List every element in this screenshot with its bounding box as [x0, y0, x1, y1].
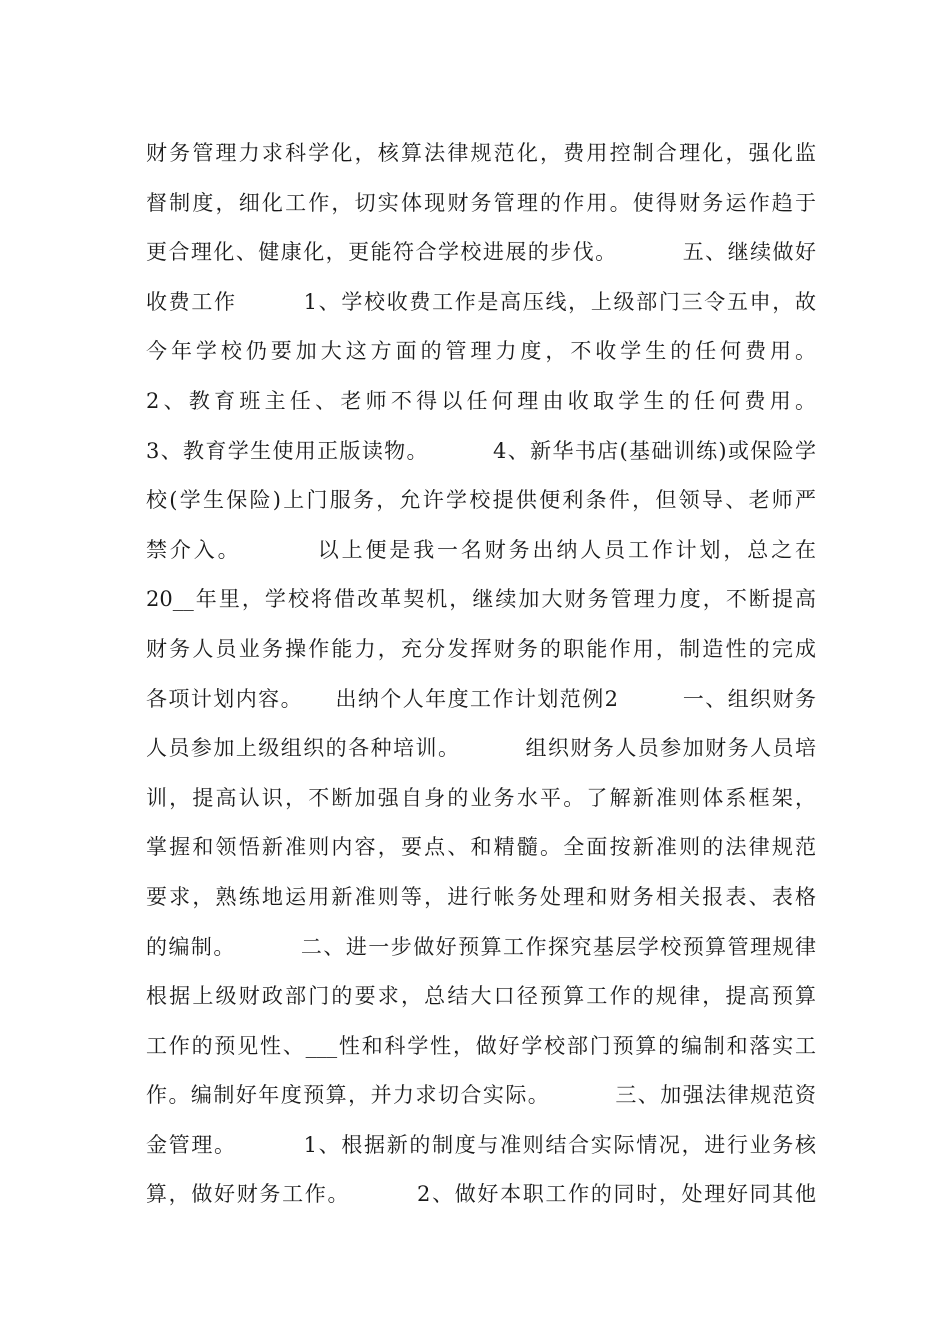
text-line: 督制度，细化工作，切实体现财务管理的作用。使得财务运作趋于: [146, 190, 816, 215]
text-line: 校(学生保险)上门服务，允许学校提供便利条件，但领导、老师严: [146, 488, 816, 513]
text-line: 训，提高认识，不断加强自身的业务水平。了解新准则体系框架，: [146, 785, 816, 810]
text-line: 3、教育学生使用正版读物。 4、新华书店(基础训练)或保险学: [146, 438, 816, 463]
text-line: 根据上级财政部门的要求，总结大口径预算工作的规律，提高预算: [146, 984, 816, 1009]
text-line: 金管理。 1、根据新的制度与准则结合实际情况，进行业务核: [146, 1132, 816, 1157]
text-line: 人员参加上级组织的各种培训。 组织财务人员参加财务人员培: [146, 736, 816, 761]
text-line: 算，做好财务工作。 2、做好本职工作的同时，处理好同其他: [146, 1182, 816, 1207]
text-line: 财务人员业务操作能力，充分发挥财务的职能作用，制造性的完成: [146, 636, 816, 661]
text-line: 要求，熟练地运用新准则等，进行帐务处理和财务相关报表、表格: [146, 884, 816, 909]
text-line: 收费工作 1、学校收费工作是高压线，上级部门三令五申，故: [146, 289, 816, 314]
text-line: 更合理化、健康化，更能符合学校进展的步伐。 五、继续做好: [146, 240, 816, 265]
text-line: 各项计划内容。 出纳个人年度工作计划范例2 一、组织财务: [146, 686, 816, 711]
text-line: 的编制。 二、进一步做好预算工作探究基层学校预算管理规律: [146, 934, 816, 959]
text-line: 今年学校仍要加大这方面的管理力度，不收学生的任何费用。: [146, 339, 816, 364]
text-line: 掌握和领悟新准则内容，要点、和精髓。全面按新准则的法律规范: [146, 835, 816, 860]
text-line: 财务管理力求科学化，核算法律规范化，费用控制合理化，强化监: [146, 141, 816, 165]
text-line: 工作的预见性、___性和科学性，做好学校部门预算的编制和落实工: [146, 1033, 816, 1058]
document-body: [146, 129, 816, 1220]
text-line: 作。编制好年度预算，并力求切合实际。 三、加强法律规范资: [146, 1083, 816, 1108]
text-line: 禁介入。 以上便是我一名财务出纳人员工作计划，总之在: [146, 537, 816, 562]
text-line: 2、教育班主任、老师不得以任何理由收取学生的任何费用。: [146, 388, 816, 413]
text-line: 20__年里，学校将借改革契机，继续加大财务管理力度，不断提高: [146, 587, 816, 612]
